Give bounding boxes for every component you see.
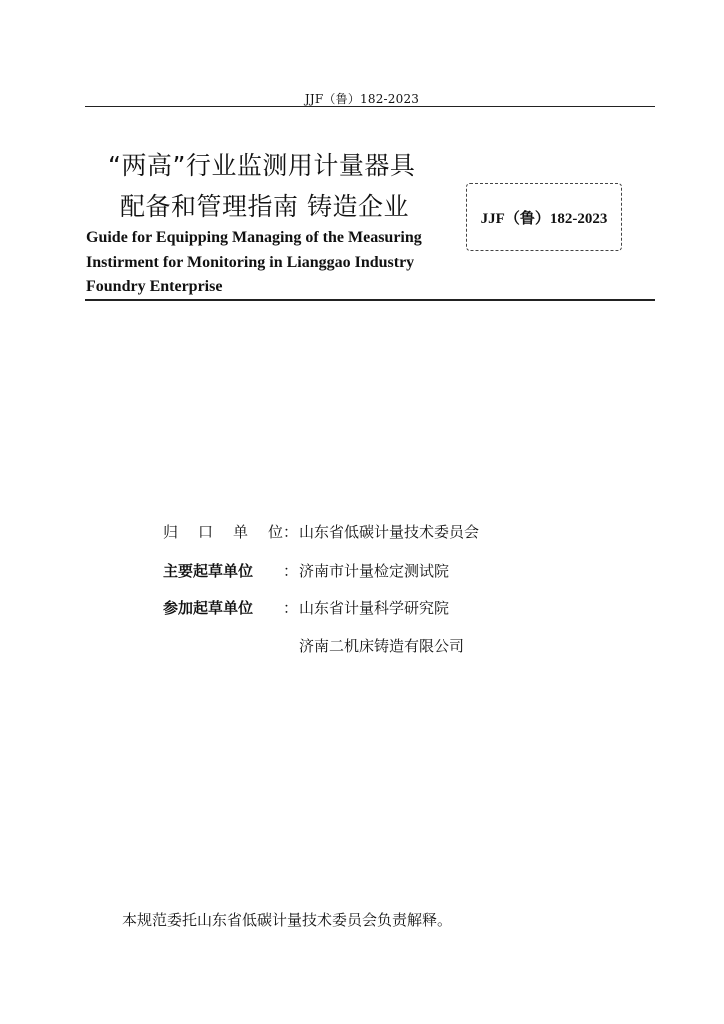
participating-unit-label: 参加起草单位 (163, 599, 254, 617)
title-chinese-line-1: “两高”行业监测用计量器具 (108, 151, 416, 180)
participating-unit-row (163, 597, 563, 619)
participating-unit-colon: ： (283, 599, 299, 617)
responsible-unit-row (163, 521, 563, 543)
participating-unit-row-2 (163, 635, 563, 657)
standard-code-box-text: JJF（鲁）182-2023 (480, 210, 608, 227)
label-char: 口 (197, 523, 213, 541)
header-rule (85, 106, 655, 107)
title-english-line-3: Foundry Enterprise (86, 278, 223, 295)
title-rule (85, 299, 655, 301)
participating-unit-value: 山东省计量科学研究院 (299, 599, 450, 617)
header-standard-code: JJF（鲁）182-2023 (304, 92, 420, 106)
interpretation-note: 本规范委托山东省低碳计量技术委员会负责解释。 (122, 911, 453, 929)
title-chinese-line-2: 配备和管理指南 铸造企业 (120, 192, 409, 221)
responsible-unit-colon: ： (283, 523, 299, 541)
main-drafting-unit-row (163, 560, 563, 582)
responsible-unit-label (163, 521, 283, 542)
title-english-line-2: Instirment for Monitoring in Lianggao Industry (86, 254, 415, 271)
responsible-unit-value: 山东省低碳计量技术委员会 (299, 523, 480, 541)
main-drafting-unit-label: 主要起草单位 (163, 562, 254, 580)
main-drafting-unit-value: 济南市计量检定测试院 (299, 562, 450, 580)
standard-code-box (466, 183, 622, 251)
title-english-line-1: Guide for Equipping Managing of the Measuring (86, 229, 422, 246)
label-char: 单 (232, 523, 248, 541)
label-char: 归 (163, 523, 179, 541)
main-drafting-unit-colon: ： (283, 562, 299, 580)
participating-unit-value: 济南二机床铸造有限公司 (299, 637, 465, 655)
label-char: 位 (267, 523, 283, 541)
